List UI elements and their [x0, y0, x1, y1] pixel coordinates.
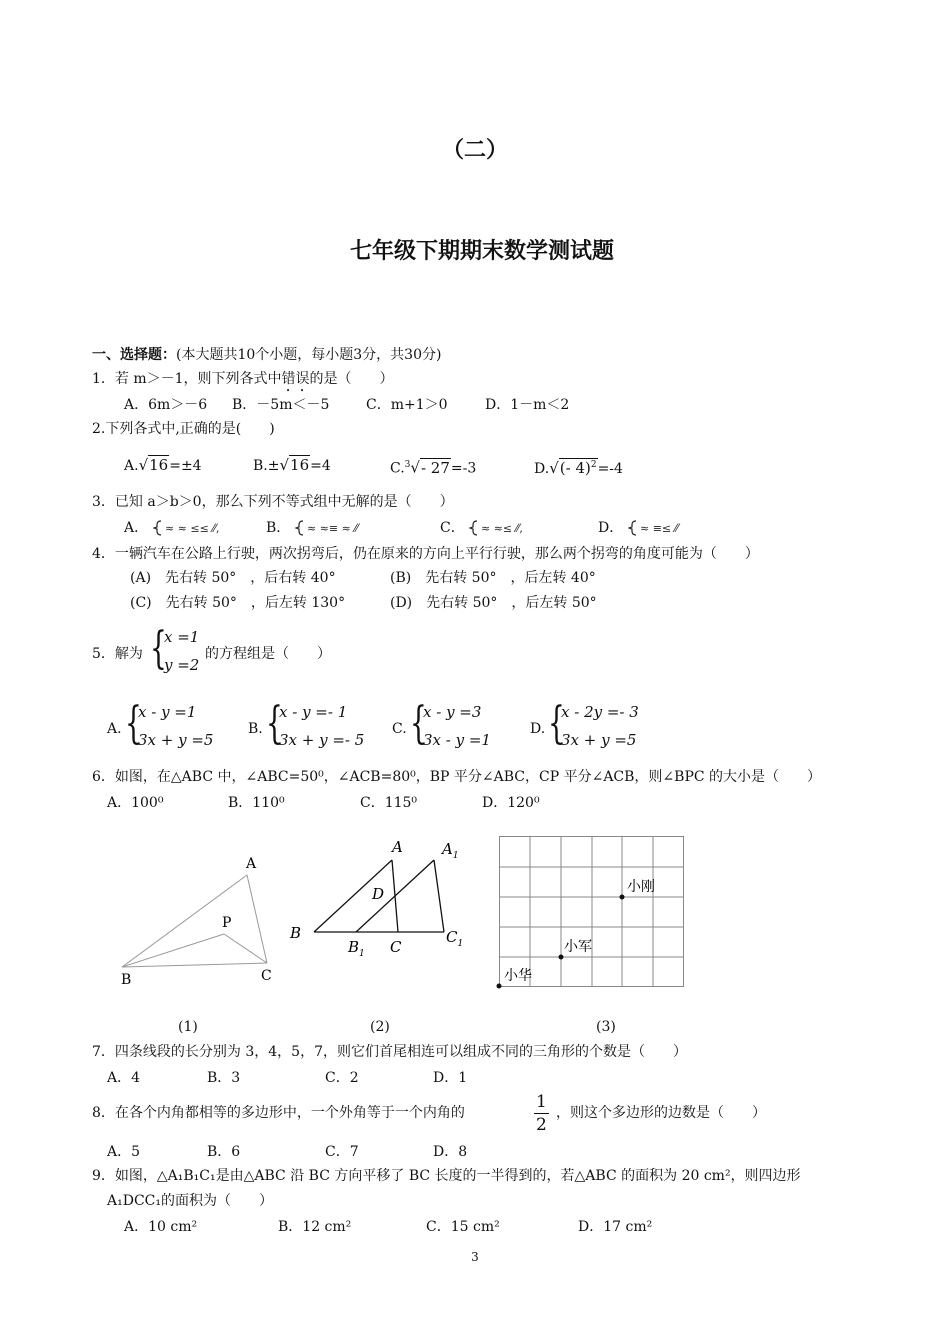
q5-a-eq2: 3x + y =5 [138, 731, 214, 749]
fig2-caption: (2) [370, 1019, 390, 1035]
q5-pre: 5．解为 [92, 646, 143, 662]
q2-c-label: C. [390, 460, 405, 477]
q3-option-b [266, 519, 395, 537]
fig3-grid [500, 837, 684, 987]
q5-c-eq2: 3x - y =1 [423, 731, 491, 749]
fig3-point-xiaojun [559, 955, 564, 960]
q9-option-d: D．17 cm² [578, 1219, 653, 1235]
q8-pre: 8．在各个内角都相等的多边形中，一个外角等于一个内角的 [92, 1105, 465, 1121]
q8-fraction [534, 1091, 549, 1136]
q2-a-label: A. [124, 458, 139, 474]
fig2-label-c: C [390, 938, 402, 956]
fig1-label-p: P [222, 915, 232, 931]
fig3-caption: (3) [596, 1019, 616, 1035]
section-heading-label: 一、选择题： [92, 347, 176, 363]
q6-option-c: C．115⁰ [360, 795, 418, 811]
fig2-side-b1a1 [356, 860, 434, 932]
q2-d-result: =-4 [597, 461, 623, 477]
q2-option-a: A.√16=±4 [124, 456, 202, 474]
q5-solution-y: y =2 [164, 656, 200, 674]
q2-b-radicand: 16 [290, 456, 310, 474]
figure-3 [490, 830, 690, 995]
q3-d-label: D． [598, 520, 624, 536]
q2-d-radicand: (- 4) [559, 459, 591, 477]
section-heading [92, 346, 441, 364]
page-title: 七年级下期期末数学测试题 [350, 239, 615, 264]
q5-a-eq1: x - y =1 [138, 703, 197, 721]
fig3-label-xiaogang: 小刚 [627, 879, 655, 895]
fig1-bisector-bp [122, 934, 224, 967]
q8-post: ，则这个多边形的边数是（ ） [556, 1105, 766, 1121]
fig1-label-a: A [246, 856, 257, 872]
fig3-label-xiaojun: 小军 [564, 939, 592, 955]
fig3-label-xiaohua: 小华 [504, 968, 532, 984]
q3-c-garbled-system [469, 520, 549, 536]
q2-c-radicand: - 27 [420, 458, 450, 477]
q3-d-garbled-system [628, 520, 728, 536]
q8-option-b: B．6 [207, 1144, 241, 1160]
q2-c-result: =-3 [450, 460, 477, 477]
section-note: (本大题共10个小题，每小题3分，共30分) [176, 347, 442, 363]
q1-post: 的是（ ） [309, 371, 394, 387]
q2-a-radicand: 16 [149, 456, 169, 474]
q9-line1: 9．如图，△A₁B₁C₁是由△ABC 沿 BC 方向平移了 BC 长度的一半得到的，若△ABC 的面积为 20 cm²，则四边形 [92, 1168, 801, 1184]
q3-a-garbled-system [153, 520, 233, 536]
q3-a-label: A． [124, 520, 149, 536]
q3-b-label: B． [266, 520, 291, 536]
q4-option-c: (C) 先右转 50° ，后左转 130° [130, 595, 346, 611]
q5-d-label: D. [530, 721, 546, 737]
q5-c-eq1: x - y =3 [423, 703, 482, 721]
q3-option-d [598, 519, 728, 537]
q1-option-a: A．6m＞－6 [124, 397, 208, 413]
fig1-side-ac [247, 875, 267, 963]
fig1-side-bc [122, 963, 267, 967]
q9-option-b: B．12 cm² [278, 1219, 352, 1235]
fig2-label-a: A [392, 838, 403, 856]
q9-option-a: A．10 cm² [124, 1219, 198, 1235]
figure-1 [110, 850, 290, 990]
fig1-label-b: B [121, 972, 132, 988]
q3-option-a [124, 519, 233, 537]
q2-d-label: D. [534, 461, 550, 477]
q4-option-a: (A) 先右转 50° ，后右转 40° [130, 570, 336, 586]
svg-text:≈ ≈≤ ⁄⁄,: ≈ ≈≤ ⁄⁄, [481, 522, 523, 535]
q1-emphasis: 错误 [281, 371, 310, 387]
q7-option-a: A．4 [107, 1070, 141, 1086]
q2-b-pm: ± [267, 458, 280, 474]
q3-b-garbled-system [295, 520, 395, 536]
q5-b-eq1: x - y =- 1 [279, 703, 348, 721]
fig1-bisector-cp [224, 934, 267, 963]
q2-option-d: D.√(- 4)$^2$=-4 [534, 459, 623, 477]
fig3-point-xiaogang [620, 895, 625, 900]
q2-d-exponent: 2 [590, 460, 597, 470]
q5-post: 的方程组是（ ） [205, 646, 331, 662]
q2-stem: 2.下列各式中,正确的是( ) [92, 421, 275, 437]
q6-option-b: B．110⁰ [228, 795, 285, 811]
fig2-label-d: D [372, 885, 385, 903]
q5-solution-x: x =1 [164, 628, 200, 646]
q2-b-result: =4 [310, 458, 331, 474]
q9-line2: A₁DCC₁的面积为（ ） [107, 1193, 273, 1209]
q1-option-d: D．1－m＜2 [485, 397, 570, 413]
q9-option-c: C．15 cm² [426, 1219, 500, 1235]
fig2-label-a1: $A_1$ [442, 840, 459, 861]
q2-option-c: C.$^3$√- 27=-3 [390, 458, 477, 477]
q7-option-b: B．3 [207, 1070, 241, 1086]
q2-c-index: 3 [404, 460, 411, 470]
q4-stem: 4．一辆汽车在公路上行驶，两次拐弯后，仍在原来的方向上平行行驶，那么两个拐弯的角度可能为（ ） [92, 546, 759, 562]
part-label: （二） [441, 138, 508, 163]
fig2-side-a1c1 [434, 860, 444, 932]
q8-option-d: D．8 [433, 1144, 468, 1160]
q5-solution-brace: { [150, 623, 167, 674]
q5-d-eq1: x - 2y =- 3 [561, 703, 639, 721]
fig2-label-b1: $B_1$ [348, 938, 365, 959]
q5-b-label: B. [248, 721, 263, 737]
fig1-caption: (1) [178, 1019, 198, 1035]
q8-numerator: 1 [536, 1092, 547, 1112]
q4-option-b: (B) 先右转 50° ，后左转 40° [390, 570, 596, 586]
figure-2 [284, 836, 474, 966]
q5-c-brace: { [410, 698, 427, 749]
svg-text:≈ ≈≡ ≈ ⁄⁄: ≈ ≈≡ ≈ ⁄⁄ [306, 522, 358, 535]
q1-pre: 1．若 m＞－1，则下列各式中 [92, 371, 282, 387]
q1-option-b: B．－5m＜－5 [232, 397, 330, 413]
svg-text:≈ ≈ ≤≤ ⁄⁄,: ≈ ≈ ≤≤ ⁄⁄, [164, 522, 220, 535]
fig3-point-xiaohua [497, 984, 502, 989]
svg-text:≈ ≡≤ ⁄⁄: ≈ ≡≤ ⁄⁄ [639, 522, 679, 535]
page-number: 3 [471, 1250, 479, 1264]
q1-option-c: C．m+1＞0 [366, 397, 448, 413]
q3-stem: 3．已知 a＞b＞0，那么下列不等式组中无解的是（ ） [92, 494, 454, 510]
q5-b-brace: { [266, 698, 283, 749]
q5-d-eq2: 3x + y =5 [561, 731, 637, 749]
q7-option-d: D．1 [433, 1070, 468, 1086]
q2-option-b: B.±√16=4 [253, 456, 331, 474]
q7-option-c: C．2 [325, 1070, 359, 1086]
q2-a-result: =±4 [169, 458, 202, 474]
q6-stem: 6．如图，在△ABC 中，∠ABC=50⁰，∠ACB=80⁰，BP 平分∠ABC，CP 平分∠ACB，则∠BPC 的大小是（ ） [92, 769, 822, 785]
q5-a-label: A. [107, 721, 122, 737]
q5-c-label: C. [392, 721, 407, 737]
q5-d-brace: { [548, 698, 565, 749]
q5-a-brace: { [125, 698, 142, 749]
q1-stem [92, 370, 394, 395]
q5-b-eq2: 3x + y =- 5 [279, 731, 365, 749]
q6-option-a: A．100⁰ [107, 795, 164, 811]
q3-c-label: C． [440, 520, 465, 536]
fig2-label-b: B [290, 924, 302, 942]
q3-option-c [440, 519, 549, 537]
q8-option-a: A．5 [107, 1144, 141, 1160]
q7-stem: 7．四条线段的长分别为 3，4，5，7，则它们首尾相连可以组成不同的三角形的个数是（ ） [92, 1044, 687, 1060]
q4-option-d: (D) 先右转 50° ，后左转 50° [390, 595, 597, 611]
q2-b-label: B. [253, 458, 268, 474]
fig2-label-c1: $C_1$ [446, 928, 464, 949]
q8-denominator: 2 [536, 1115, 547, 1135]
q8-option-c: C．7 [325, 1144, 359, 1160]
q6-option-d: D．120⁰ [482, 795, 540, 811]
fig1-label-c: C [261, 968, 272, 984]
